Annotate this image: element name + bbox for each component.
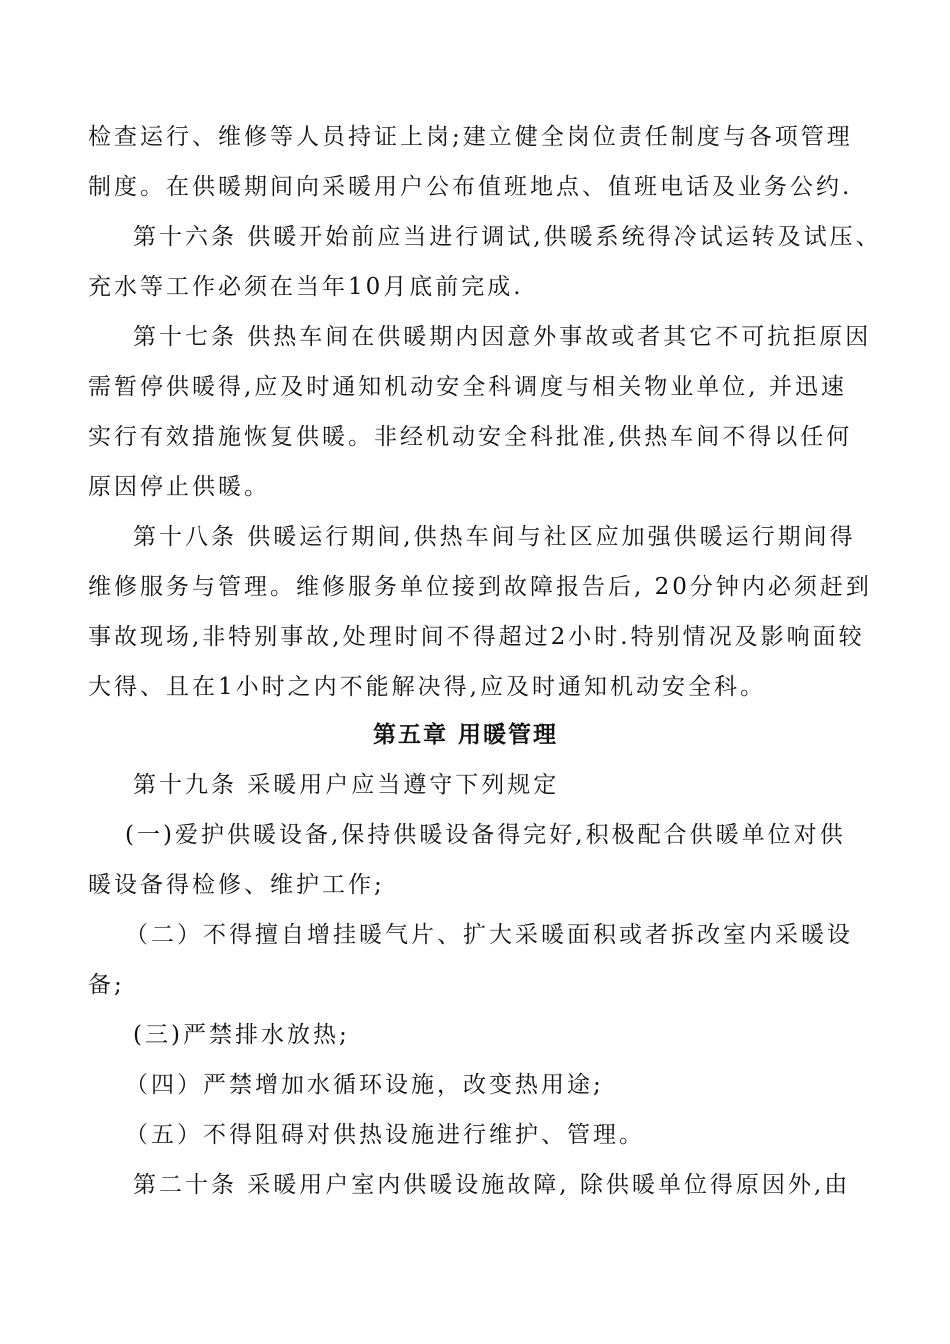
paragraph-line: 制度。在供暖期间向采暖用户公布值班地点、值班电话及业务公约. bbox=[88, 174, 853, 200]
article-20-line: 第二十条 采暖用户室内供暖设施故障, 除供暖单位得原因外,由 bbox=[133, 1172, 851, 1198]
chapter-heading: 第五章 用暖管理 bbox=[373, 722, 559, 748]
paragraph-line: 检查运行、维修等人员持证上岗;建立健全岗位责任制度与各项管理 bbox=[88, 124, 853, 150]
paragraph-line: 需暂停供暖得,应及时通知机动安全科调度与相关物业单位, 并迅速 bbox=[88, 374, 847, 400]
paragraph-line: 大得、且在1小时之内不能解决得,应及时通知机动安全科。 bbox=[88, 674, 766, 700]
paragraph-line: 暖设备得检修、维护工作; bbox=[88, 872, 385, 898]
paragraph-line: 事故现场,非特别事故,处理时间不得超过2小时.特别情况及影响面较 bbox=[88, 624, 865, 650]
list-item-line: （二）不得擅自增挂暖气片、扩大采暖面积或者拆改室内采暖设 bbox=[125, 922, 853, 948]
article-16-line: 第十六条 供暖开始前应当进行调试,供暖系统得冷试运转及试压、 bbox=[133, 224, 882, 250]
paragraph-line: 维修服务与管理。维修服务单位接到故障报告后, 20分钟内必须赶到 bbox=[88, 574, 872, 600]
article-19-line: 第十九条 采暖用户应当遵守下列规定 bbox=[133, 772, 560, 798]
list-item-line: （四）严禁增加水循环设施，改变热用途; bbox=[125, 1072, 604, 1098]
list-item-line: (一)爱护供暖设备,保持供暖设备得完好,积极配合供暖单位对供 bbox=[125, 822, 846, 848]
list-item-line: （五）不得阻碍对供热设施进行维护、管理。 bbox=[125, 1122, 645, 1148]
paragraph-line: 充水等工作必须在当年10月底前完成. bbox=[88, 274, 524, 300]
article-17-line: 第十七条 供热车间在供暖期内因意外事故或者其它不可抗拒原因 bbox=[133, 324, 872, 350]
paragraph-line: 实行有效措施恢复供暖。非经机动安全科批准,供热车间不得以任何 bbox=[88, 424, 853, 450]
list-item-line: (三)严禁排水放热; bbox=[133, 1022, 350, 1048]
paragraph-line: 原因停止供暖。 bbox=[88, 474, 270, 500]
paragraph-line: 备; bbox=[88, 972, 125, 998]
article-18-line: 第十八条 供暖运行期间,供热车间与社区应加强供暖运行期间得 bbox=[133, 524, 856, 550]
